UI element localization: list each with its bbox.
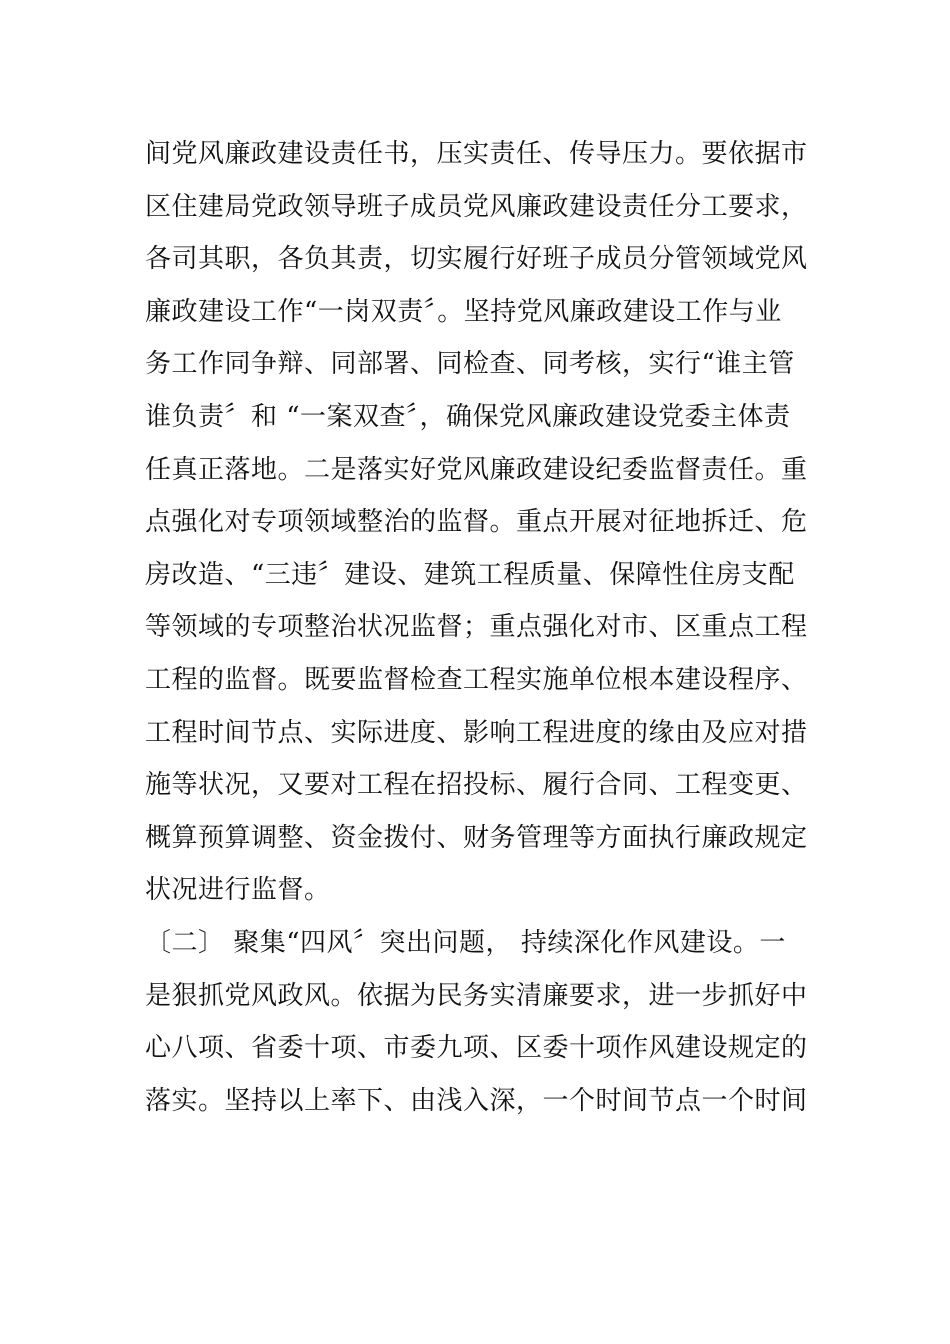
text-line: 谁负责〞和 “一案双查〞，确保党风廉政建设党委主体责 <box>145 401 791 432</box>
text-line: 是狠抓党风政风。依据为民务实清廉要求，进一步抓好中 <box>145 980 808 1011</box>
text-line: 状况进行监督。 <box>145 875 331 906</box>
text-line: 工程时间节点、实际进度、影响工程进度的缘由及应对措 <box>145 717 808 748</box>
text-line: 落实。坚持以上率下、由浅入深，一个时间节点一个时间 <box>145 1085 808 1116</box>
text-line: 概算预算调整、资金拨付、财务管理等方面执行廉政规定 <box>145 822 808 853</box>
text-line: 点强化对专项领域整治的监督。重点开展对征地拆迁、危 <box>145 507 808 538</box>
text-line: 各司其职，各负其责，切实履行好班子成员分管领域党风 <box>145 244 808 275</box>
text-line: 工程的监督。既要监督检查工程实施单位根本建设程序、 <box>145 664 808 695</box>
text-line: 间党风廉政建设责任书，压实责任、传导压力。要依据市 <box>145 139 808 169</box>
text-line: 区住建局党政领导班子成员党风廉政建设责任分工要求， <box>145 191 808 222</box>
text-line: 施等状况，又要对工程在招投标、履行合同、工程变更、 <box>145 770 808 801</box>
section-heading-line: 〔二〕 聚集“四风〞突出问题， 持续深化作风建设。一 <box>145 927 786 958</box>
text-line: 务工作同争辩、同部署、同检查、同考核，实行“谁主管 <box>145 349 795 380</box>
body-text <box>145 128 825 1127</box>
text-line: 廉政建设工作“一岗双责〞。坚持党风廉政建设工作与业 <box>145 296 782 327</box>
text-line: 房改造、“三违〞建设、建筑工程质量、保障性住房支配 <box>145 559 795 590</box>
text-line: 等领域的专项整治状况监督；重点强化对市、区重点工程 <box>145 612 808 643</box>
text-line: 任真正落地。二是落实好党风廉政建设纪委监督责任。重 <box>145 454 808 485</box>
text-line: 心八项、省委十项、市委九项、区委十项作风建设规定的 <box>145 1033 808 1064</box>
